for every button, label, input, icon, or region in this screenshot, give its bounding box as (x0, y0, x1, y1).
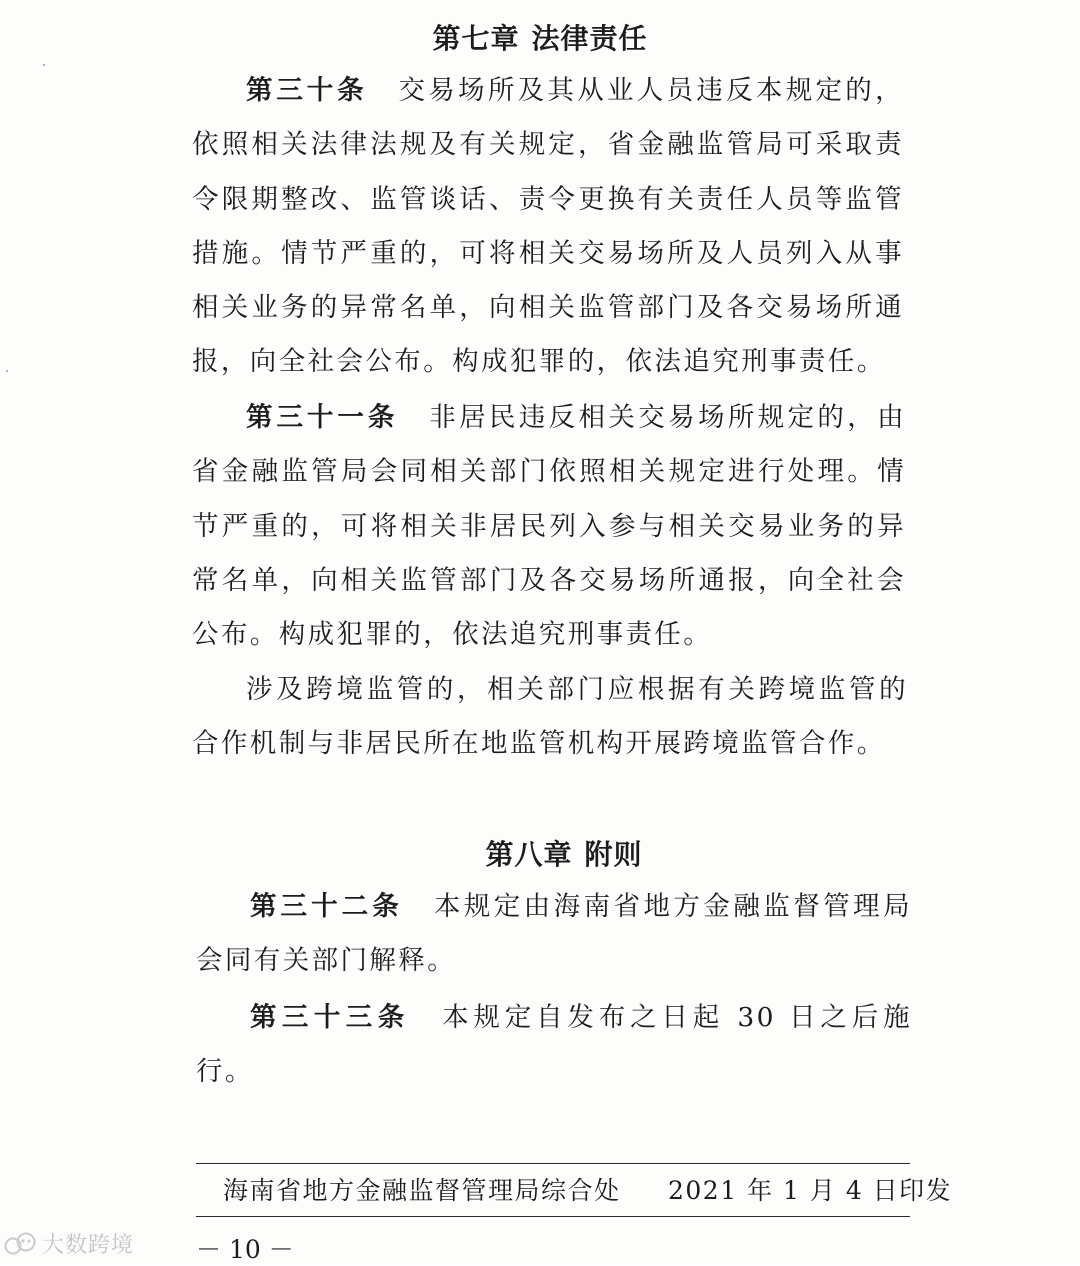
chapter-7-label: 第七章 (432, 22, 520, 55)
article-33-number: 第三十三条 (250, 1002, 410, 1033)
footer-issue-date: 2021 年 1 月 4 日印发 (668, 1176, 953, 1205)
article-30-number: 第三十条 (246, 75, 368, 106)
article-31 (192, 391, 906, 662)
scan-speck (6, 370, 8, 372)
chapter-8-label: 第八章 (485, 838, 573, 871)
chapter-7-title: 法律责任 (531, 22, 648, 55)
footer-rule-bottom (196, 1216, 910, 1217)
scan-speck (43, 64, 45, 66)
article-31-number: 第三十一条 (246, 402, 399, 433)
article-32-number: 第三十二条 (250, 891, 403, 922)
article-33 (196, 991, 912, 1100)
watermark (4, 1228, 134, 1259)
footer-issuing-office: 海南省地方金融监督管理局综合处 (223, 1176, 621, 1205)
article-32 (196, 880, 912, 989)
footer-rule-top (196, 1163, 910, 1164)
chapter-8-heading (24, 833, 1080, 873)
chapter-8-title: 附则 (584, 838, 643, 871)
article-30-text: 交易场所及其从业人员违反本规定的，依照相关法律法规及有关规定，省金融监管局可采取责令限期整改、监管谈话、责令更换有关责任人员等监管措施。情节严重的，可将相关交易场所及人员列入从事相关业务的异常名单，向相关监管部门及各交易场所通报，向全社会公布。构成犯罪的，依法追究刑事责任。 (192, 75, 904, 378)
brand-logo-icon (4, 1230, 38, 1258)
article-32-text: 本规定由海南省地方金融监督管理局会同有关部门解释。 (196, 891, 912, 977)
article-31-text: 非居民违反相关交易场所规定的，由省金融监管局会同相关部门依照相关规定进行处理。情节严重的，可将相关非居民列入参与相关交易业务的异常名单，向相关监管部门及各交易场所通报，向全社会公布。构成犯罪的，依法追究刑事责任。 (192, 402, 907, 651)
watermark-text: 大数跨境 (42, 1233, 135, 1258)
page-number: － 10 － (196, 1235, 294, 1264)
article-31-text-2: 涉及跨境监管的，相关部门应根据有关跨境监管的合作机制与非居民所在地监管机构开展跨境监管合作。 (192, 674, 908, 760)
chapter-7-heading (0, 17, 1080, 57)
article-33-text: 本规定自发布之日起 30 日之后施行。 (196, 1002, 912, 1088)
article-31-paragraph-2 (192, 663, 908, 772)
article-30 (192, 64, 904, 390)
